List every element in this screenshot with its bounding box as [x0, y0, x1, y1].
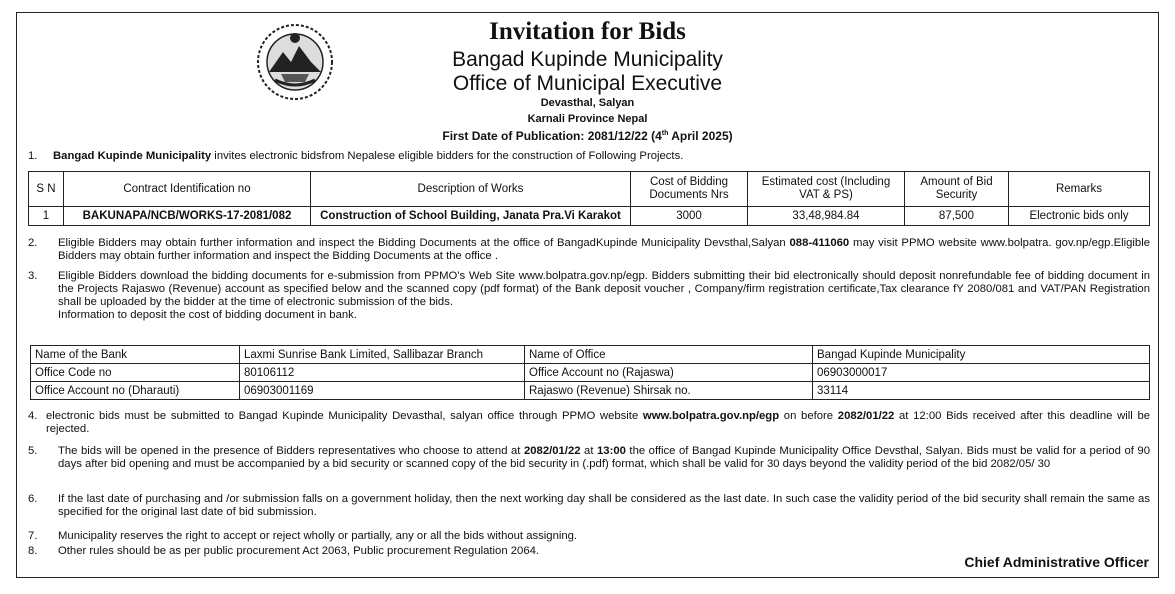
paragraph-7 [28, 530, 1150, 543]
table-cell: Rajaswo (Revenue) Shirsak no. [525, 382, 813, 400]
table-cell: 06903000017 [813, 364, 1150, 382]
column-header: S N [29, 172, 64, 207]
table-cell: Bangad Kupinde Municipality [813, 346, 1150, 364]
table-cell: Name of Office [525, 346, 813, 364]
column-header: Cost of Bidding Documents Nrs [631, 172, 748, 207]
page-title: Invitation for Bids [489, 18, 686, 45]
table-cell: Office Account no (Rajaswa) [525, 364, 813, 382]
column-header: Contract Identification no [64, 172, 311, 207]
opening-time: 13:00 [597, 445, 626, 457]
paragraph-text: may visit PPMO website www.bolpatra. gov.np/egp.Eligible Bidders may obtain further information and inspect the Bidding Documents at the office . [58, 237, 1151, 262]
paragraph-number: 6. [28, 493, 38, 505]
table-cell: Construction of School Building, Janata Pra.Vi Karakot [311, 207, 631, 226]
opening-date: 2082/01/22 [523, 445, 581, 457]
table-cell: 1 [29, 207, 64, 226]
paragraph-number: 4. [28, 410, 38, 422]
table-row [31, 382, 1150, 400]
table-cell: 87,500 [905, 207, 1009, 226]
paragraph-number: 5. [28, 445, 38, 457]
publication-prefix: First Date of Publication: 2081/12/22 (4 [442, 129, 662, 143]
table-row [31, 364, 1150, 382]
column-header: Amount of Bid Security [905, 172, 1009, 207]
province: Karnali Province Nepal [527, 113, 648, 125]
bank-table [30, 345, 1150, 400]
column-header: Description of Works [311, 172, 631, 207]
paragraph-text: at [580, 445, 597, 457]
table-row [31, 346, 1150, 364]
table-cell: Office Code no [31, 364, 240, 382]
publication-suffix: April 2025) [668, 129, 733, 143]
column-header: Remarks [1009, 172, 1150, 207]
paragraph-1 [28, 150, 1150, 163]
paragraph-text: The bids will be opened in the presence of Bidders representatives who choose to attend at [58, 445, 524, 457]
paragraph-2 [28, 237, 1150, 263]
paragraph-5 [28, 445, 1150, 471]
table-header-row [29, 172, 1150, 207]
table-cell: Office Account no (Dharauti) [31, 382, 240, 400]
paragraph-text: invites electronic bidsfrom Nepalese eligible bidders for the construction of Following Projects. [211, 150, 684, 162]
works-table [28, 171, 1150, 226]
paragraph-text: Eligible Bidders download the bidding documents for e-submission from PPMO's Web Site www.bolpatra.gov.np/egp. Bidders submitting their bid electronically should deposit nonrefundable fee of bidding document in the Projects Rajaswo (Revenue) account as specified below and the scanned copy (pdf format) of the Bank deposit voucher , Company/firm registration certificate,Tax clearance fY 2080/081 and VAT/PAN Registration shall be uploaded by the bidder at the time of electronic submission of the bids. [58, 270, 1150, 308]
table-cell: 33114 [813, 382, 1150, 400]
table-cell: Laxmi Sunrise Bank Limited, Sallibazar Branch [240, 346, 525, 364]
paragraph-3 [28, 270, 1150, 322]
table-cell: 33,48,984.84 [748, 207, 905, 226]
municipality-name: Bangad Kupinde Municipality [452, 48, 723, 71]
table-cell: Name of the Bank [31, 346, 240, 364]
paragraph-text: on before [779, 410, 838, 422]
table-cell: 80106112 [240, 364, 525, 382]
paragraph-text: at 12:00 Bids received after this deadline will be rejected. [46, 410, 1151, 435]
phone-number: 088-411060 [789, 237, 850, 249]
table-cell: Electronic bids only [1009, 207, 1150, 226]
paragraph-text: electronic bids must be submitted to Bangad Kupinde Municipality Devasthal, salyan office through PPMO website [46, 410, 643, 422]
paragraph-text: the office of Bangad Kupinde Municipality Office Devsthal, Salyan. Bids must be valid for a period of 90 days after bid opening and must be accompanied by a bid security or scanned copy of the bid security in (.pdf) format, which shall be valid for 30 days beyond the validity period of the bid 2082/05/ 30 [58, 445, 1150, 470]
paragraph-6 [28, 493, 1150, 519]
bank-info-caption: Information to deposit the cost of bidding document in bank. [58, 309, 357, 321]
paragraph-number: 1. [28, 150, 38, 162]
office-name: Office of Municipal Executive [452, 72, 723, 95]
website-link: www.bolpatra.gov.np/egp [642, 410, 780, 422]
paragraph-4 [28, 410, 1150, 436]
column-header: Estimated cost (Including VAT & PS) [748, 172, 905, 207]
paragraph-number: 7. [28, 530, 38, 542]
signature-title: Chief Administrative Officer [964, 554, 1149, 570]
paragraph-number: 3. [28, 270, 38, 282]
table-cell: 3000 [631, 207, 748, 226]
deadline-date: 2082/01/22 [837, 410, 895, 422]
publication-date [0, 129, 1175, 143]
table-row [29, 207, 1150, 226]
table-cell: 06903001169 [240, 382, 525, 400]
paragraph-text: If the last date of purchasing and /or submission falls on a government holiday, then the next working day shall be considered as the last date. In such case the validity period of the bid security shall remain the same as specified for the original last date of bid submission. [58, 493, 1150, 518]
publication-sup: th [661, 130, 669, 137]
paragraph-text: Eligible Bidders may obtain further information and inspect the Bidding Documents at the office of BangadKupinde Municipality Devsthal,Salyan [58, 237, 790, 249]
office-location: Devasthal, Salyan [540, 97, 635, 109]
paragraph-number: 8. [28, 545, 38, 557]
paragraph-text: Other rules should be as per public procurement Act 2063, Public procurement Regulation 2064. [58, 545, 540, 557]
paragraph-number: 2. [28, 237, 38, 249]
municipality-bold: Bangad Kupinde Municipality [53, 150, 212, 162]
table-cell: BAKUNAPA/NCB/WORKS-17-2081/082 [64, 207, 311, 226]
paragraph-text: Municipality reserves the right to accept or reject wholly or partially, any or all the bids without assigning. [58, 530, 578, 542]
